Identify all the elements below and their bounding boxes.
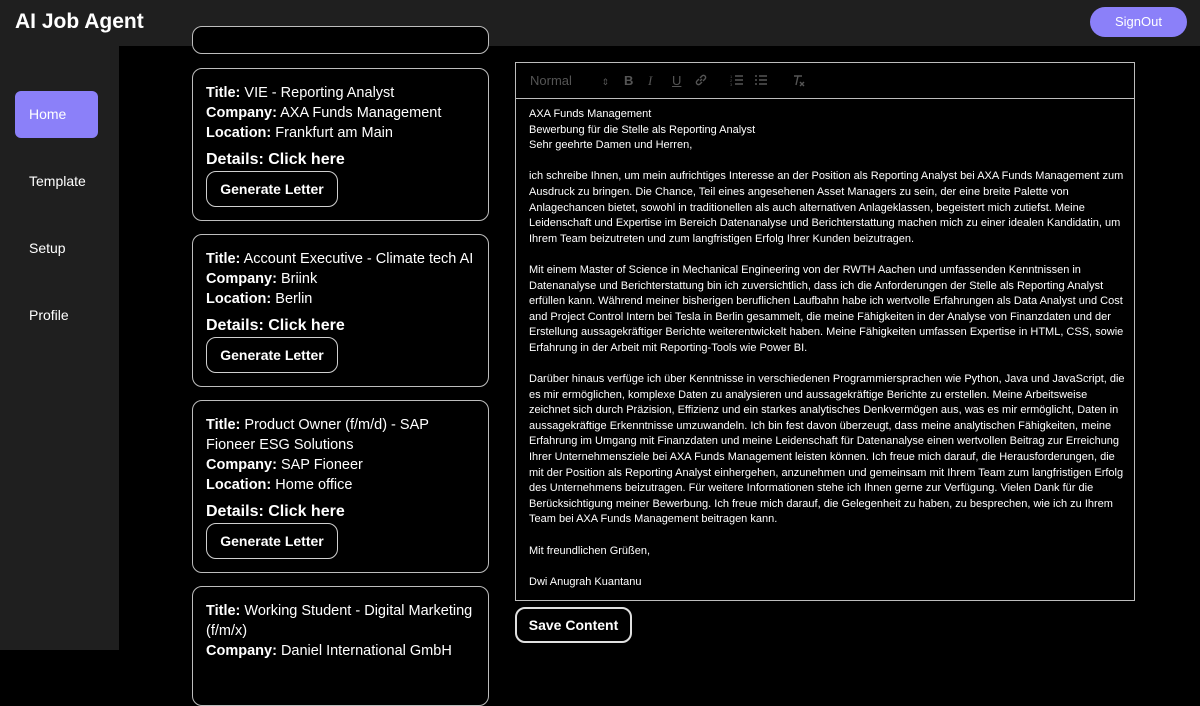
svg-text:1: 1 xyxy=(730,74,733,79)
job-details-link[interactable]: Details: Click here xyxy=(206,503,345,520)
bold-icon[interactable]: B xyxy=(624,73,634,88)
letter-subject: Bewerbung für die Stelle als Reporting Analyst xyxy=(529,123,756,136)
letter-signature: Dwi Anugrah Kuantanu xyxy=(529,575,642,588)
job-title: Title: Working Student - Digital Marketing (f/m/x) xyxy=(206,603,473,639)
job-location: Location: Frankfurt am Main xyxy=(206,125,393,141)
sidebar-item-profile[interactable]: Profile xyxy=(29,307,69,323)
job-card xyxy=(192,234,489,387)
generate-letter-button[interactable]: Generate Letter xyxy=(206,337,338,373)
job-company: Company: AXA Funds Management xyxy=(206,105,442,121)
job-title: Title: Account Executive - Climate tech AI xyxy=(206,251,474,267)
job-card-partial xyxy=(192,26,489,54)
sidebar-item-setup[interactable]: Setup xyxy=(29,240,66,256)
letter-editor[interactable] xyxy=(515,62,1135,601)
job-title: Title: VIE - Reporting Analyst xyxy=(206,85,395,101)
job-details-link[interactable]: Details: Click here xyxy=(206,151,345,168)
bullet-list-icon[interactable] xyxy=(754,73,768,90)
editor-toolbar xyxy=(516,63,1134,99)
generate-letter-button[interactable]: Generate Letter xyxy=(206,523,338,559)
select-arrows-icon: ⇕ xyxy=(601,77,610,87)
svg-text:2: 2 xyxy=(730,78,733,83)
job-company: Company: Briink xyxy=(206,271,318,287)
letter-content[interactable] xyxy=(529,107,1125,590)
letter-paragraph: ich schreibe Ihnen, um mein aufrichtiges Interesse an der Position als Reporting Analyst bei AXA Funds Management zum Ausdruck zu bringen. Die Chance, Teil eines angesehenen Asset Managers zu sein, der eine breite Palette von Anlagechancen bietet, sowohl in traditionellen als auch alternativen Anlageklassen, begeistert mich zutiefst. Meine Leidenschaft und Expertise im Bereich Datenanalyse und Berichterstattung machen mich zu einer idealen Kandidatin, um Ihrem Team beizutreten und zum langfristigen Erfolg Ihrer Kunden beizutragen. xyxy=(529,170,1124,245)
job-details-link[interactable]: Details: Click here xyxy=(206,317,345,334)
job-title: Title: Product Owner (f/m/d) - SAP Fioneer ESG Solutions xyxy=(206,417,429,453)
link-icon[interactable] xyxy=(694,73,708,90)
ordered-list-icon[interactable] xyxy=(730,73,744,90)
job-card xyxy=(192,400,489,573)
format-select-value: Normal xyxy=(530,73,572,88)
letter-salutation: Sehr geehrte Damen und Herren, xyxy=(529,139,693,152)
save-content-button[interactable]: Save Content xyxy=(515,607,632,643)
clear-format-icon[interactable] xyxy=(792,73,806,90)
generate-letter-button[interactable]: Generate Letter xyxy=(206,171,338,207)
app-title: AI Job Agent xyxy=(15,10,144,33)
job-list[interactable] xyxy=(192,46,489,659)
job-company: Company: Daniel International GmbH xyxy=(206,643,452,659)
underline-icon[interactable]: U xyxy=(672,73,682,88)
italic-icon[interactable]: I xyxy=(648,73,653,88)
format-select[interactable] xyxy=(530,73,609,88)
job-company: Company: SAP Fioneer xyxy=(206,457,363,473)
letter-paragraph: Mit einem Master of Science in Mechanical Engineering von der RWTH Aachen und umfassenden Kenntnissen in Datenanalyse und Berichterstattung bin ich zuversichtlich, dass ich die Anforderungen der Stelle als Reporting Analyst erfüllen kann. Während meiner bisherigen beruflichen Laufbahn habe ich wertvolle Erfahrungen als Data Analyst und Cost and Project Control Intern bei Tesla in Berlin gesammelt, die meine Fähigkeiten in der Analyse von Finanzdaten und der Erstellung aussagekräftiger Berichte weiterentwickelt haben. Meine Fähigkeiten umfassen Expertise in HTML, CSS, sowie Erfahrung in der Arbeit mit Reporting-Tools wie Power BI. xyxy=(529,263,1124,354)
sidebar-item-home[interactable]: Home xyxy=(15,91,98,138)
svg-text:3: 3 xyxy=(730,82,733,87)
letter-paragraph: Darüber hinaus verfüge ich über Kenntnisse in verschiedenen Programmiersprachen wie Python, Java und JavaScript, die es mir ermöglichen, komplexe Daten zu analysieren und aussagekräftige Berichte zu erstellen. Meine Arbeitsweise zeichnet sich durch Präzision, Effizienz und ein starkes analytisches Denkvermögen aus, was es mir ermöglicht, Daten in aussagekräftige Erkenntnisse umzuwandeln. Ich bin fest davon überzeugt, dass meine analytischen Fähigkeiten, meine Erfahrung im Umgang mit Finanzdaten und meine Leidenschaft für Datenanalyse einen wertvollen Beitrag zur Erreichung Ihrer Unternehmensziele bei AXA Funds Management leisten können. Ich freue mich darauf, die Herausforderungen, die mit der Position als Reporting Analyst einhergehen, anzunehmen und gemeinsam mit Ihrem Team zum langfristigen Erfolg des Unternehmens beizutragen. Für weitere Informationen stehe ich Ihnen gerne zur Verfügung. Vielen Dank für die Berücksichtigung meiner Bewerbung. Ich freue mich darauf, die Gelegenheit zu haben, zu besprechen, wie ich zu Ihrem Team bei AXA Funds Management beitragen kann. xyxy=(529,373,1125,526)
letter-closing: Mit freundlichen Grüßen, xyxy=(529,544,651,557)
top-bar xyxy=(0,0,1200,46)
job-card xyxy=(192,68,489,221)
job-card xyxy=(192,586,489,706)
job-location: Location: Home office xyxy=(206,477,353,493)
sidebar xyxy=(0,46,119,650)
signout-button[interactable]: SignOut xyxy=(1090,7,1187,37)
sidebar-item-template[interactable]: Template xyxy=(29,173,86,189)
job-location: Location: Berlin xyxy=(206,291,313,307)
letter-recipient: AXA Funds Management xyxy=(529,108,652,120)
